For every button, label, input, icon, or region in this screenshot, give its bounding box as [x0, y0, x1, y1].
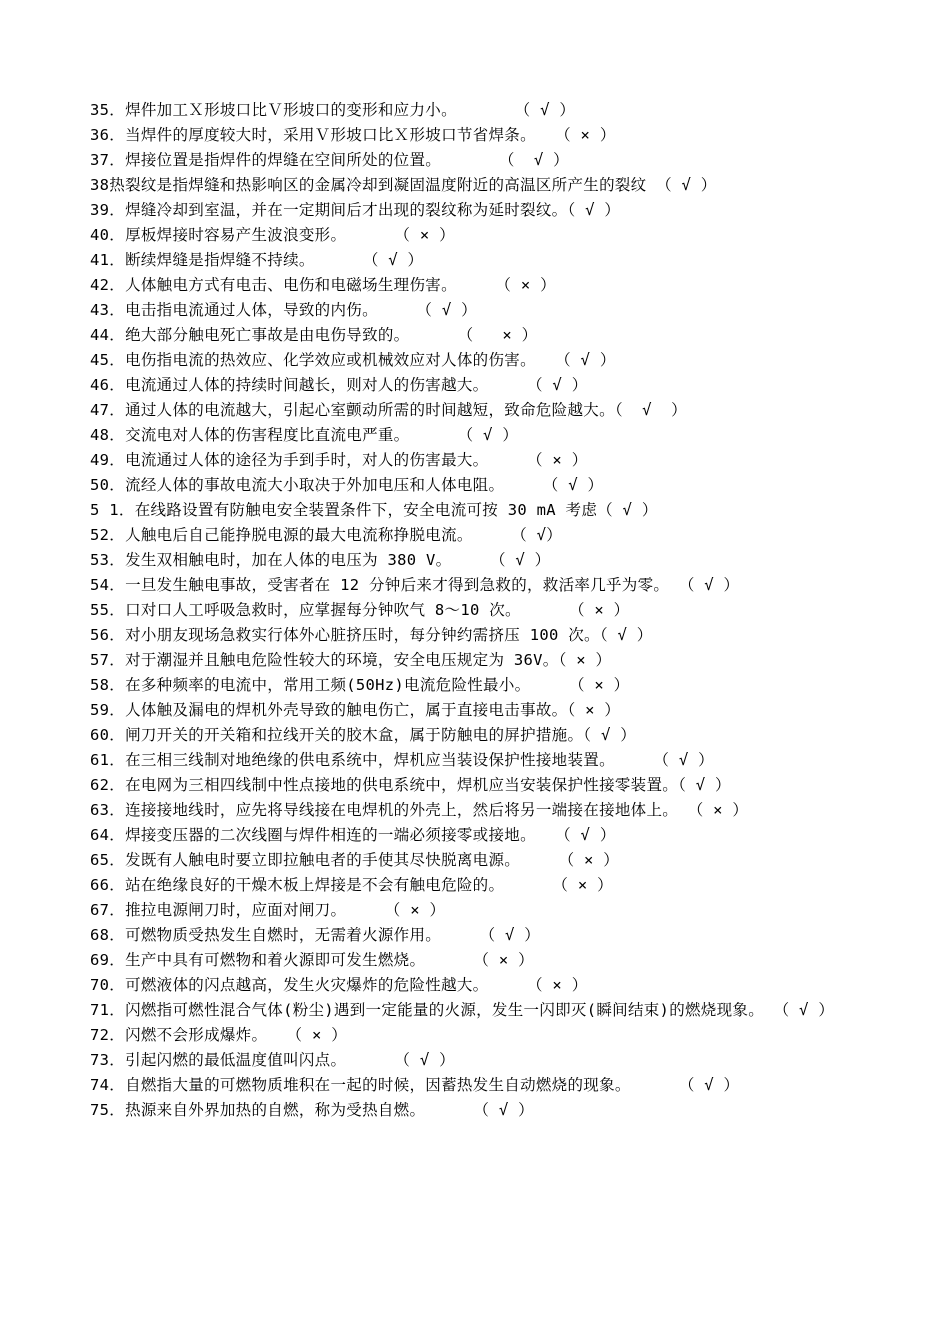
question-line: 52．人触电后自己能挣脱电源的最大电流称挣脱电流。 （ √）	[90, 526, 563, 544]
question-line: 37．焊接位置是指焊件的焊缝在空间所处的位置。 （ √ ）	[90, 151, 569, 169]
question-line: 41．断续焊缝是指焊缝不持续。 （ √ ）	[90, 251, 424, 269]
question-line: 54．一旦发生触电事故，受害者在 12 分钟后来才得到急救的，救活率几乎为零。 （ √ ）	[90, 576, 740, 594]
question-line: 40．厚板焊接时容易产生波浪变形。 （ × ）	[90, 226, 455, 244]
question-line: 56．对小朋友现场急救实行体外心脏挤压时，每分钟约需挤压 100 次。（ √ ）	[90, 626, 653, 644]
question-line: 72．闪燃不会形成爆炸。 （ × ）	[90, 1026, 348, 1044]
question-line: 38热裂纹是指焊缝和热影响区的金属冷却到凝固温度附近的高温区所产生的裂纹 （ √ ）	[90, 176, 717, 194]
question-list	[90, 98, 862, 1123]
question-line: 36．当焊件的厚度较大时，采用Ｖ形坡口比Ｘ形坡口节省焊条。 （ × ）	[90, 126, 616, 144]
question-line: 47．通过人体的电流越大，引起心室颤动所需的时间越短，致命危险越大。（ √ ）	[90, 401, 687, 419]
question-line: 74．自燃指大量的可燃物质堆积在一起的时候，因蓄热发生自动燃烧的现象。 （ √ ）	[90, 1076, 740, 1094]
question-line: 45．电伤指电流的热效应、化学效应或机械效应对人体的伤害。 （ √ ）	[90, 351, 616, 369]
question-line: 59．人体触及漏电的焊机外壳导致的触电伤亡，属于直接电击事故。（ × ）	[90, 701, 621, 719]
question-line: 66．站在绝缘良好的干燥木板上焊接是不会有触电危险的。 （ × ）	[90, 876, 613, 894]
question-line: 50．流经人体的事故电流大小取决于外加电压和人体电阻。 （ √ ）	[90, 476, 604, 494]
question-line: 65．发既有人触电时要立即拉触电者的手使其尽快脱离电源。 （ × ）	[90, 851, 620, 869]
question-line: 5 1．在线路设置有防触电安全装置条件下，安全电流可按 30 mA 考虑（ √ ）	[90, 501, 658, 519]
question-line: 39．焊缝冷却到室温，并在一定期间后才出现的裂纹称为延时裂纹。（ √ ）	[90, 201, 621, 219]
question-line: 75．热源来自外界加热的自燃，称为受热自燃。 （ √ ）	[90, 1101, 534, 1119]
question-line: 46．电流通过人体的持续时间越长，则对人的伤害越大。 （ √ ）	[90, 376, 588, 394]
question-line: 57．对于潮湿并且触电危险性较大的环境，安全电压规定为 36V。（ × ）	[90, 651, 612, 669]
question-line: 69．生产中具有可燃物和着火源即可发生燃烧。 （ × ）	[90, 951, 534, 969]
question-line: 64．焊接变压器的二次线圈与焊件相连的一端必须接零或接地。 （ √ ）	[90, 826, 616, 844]
question-line: 71．闪燃指可燃性混合气体(粉尘)遇到一定能量的火源，发生一闪即灭(瞬间结束)的燃烧现象。 （ √ ）	[90, 1001, 835, 1019]
question-line: 49．电流通过人体的途径为手到手时，对人的伤害最大。 （ × ）	[90, 451, 588, 469]
question-line: 61．在三相三线制对地绝缘的供电系统中，焊机应当装设保护性接地装置。 （ √ ）	[90, 751, 714, 769]
question-line: 60．闸刀开关的开关箱和拉线开关的胶木盒，属于防触电的屏护措施。（ √ ）	[90, 726, 637, 744]
question-line: 62．在电网为三相四线制中性点接地的供电系统中，焊机应当安装保护性接零装置。（ √ ）	[90, 776, 731, 794]
question-line: 55．口对口人工呼吸急救时，应掌握每分钟吹气 8～10 次。 （ × ）	[90, 601, 630, 619]
question-line: 53．发生双相触电时，加在人体的电压为 380 V。 （ √ ）	[90, 551, 551, 569]
question-line: 48．交流电对人体的伤害程度比直流电严重。 （ √ ）	[90, 426, 519, 444]
question-line: 70．可燃液体的闪点越高，发生火灾爆炸的危险性越大。 （ × ）	[90, 976, 588, 994]
question-line: 58．在多种频率的电流中，常用工频(50Hz)电流危险性最小。 （ × ）	[90, 676, 630, 694]
question-line: 67．推拉电源闸刀时，应面对闸刀。 （ × ）	[90, 901, 446, 919]
question-line: 43．电击指电流通过人体，导致的内伤。 （ √ ）	[90, 301, 477, 319]
question-line: 35．焊件加工Ｘ形坡口比Ｖ形坡口的变形和应力小。 （ √ ）	[90, 101, 576, 119]
question-line: 63．连接接地线时，应先将导线接在电焊机的外壳上，然后将另一端接在接地体上。 （ × ）	[90, 801, 749, 819]
question-line: 68．可燃物质受热发生自燃时，无需着火源作用。 （ √ ）	[90, 926, 541, 944]
question-line: 44．绝大部分触电死亡事故是由电伤导致的。 （ × ）	[90, 326, 538, 344]
question-line: 73．引起闪燃的最低温度值叫闪点。 （ √ ）	[90, 1051, 455, 1069]
question-line: 42．人体触电方式有电击、电伤和电磁场生理伤害。 （ × ）	[90, 276, 556, 294]
